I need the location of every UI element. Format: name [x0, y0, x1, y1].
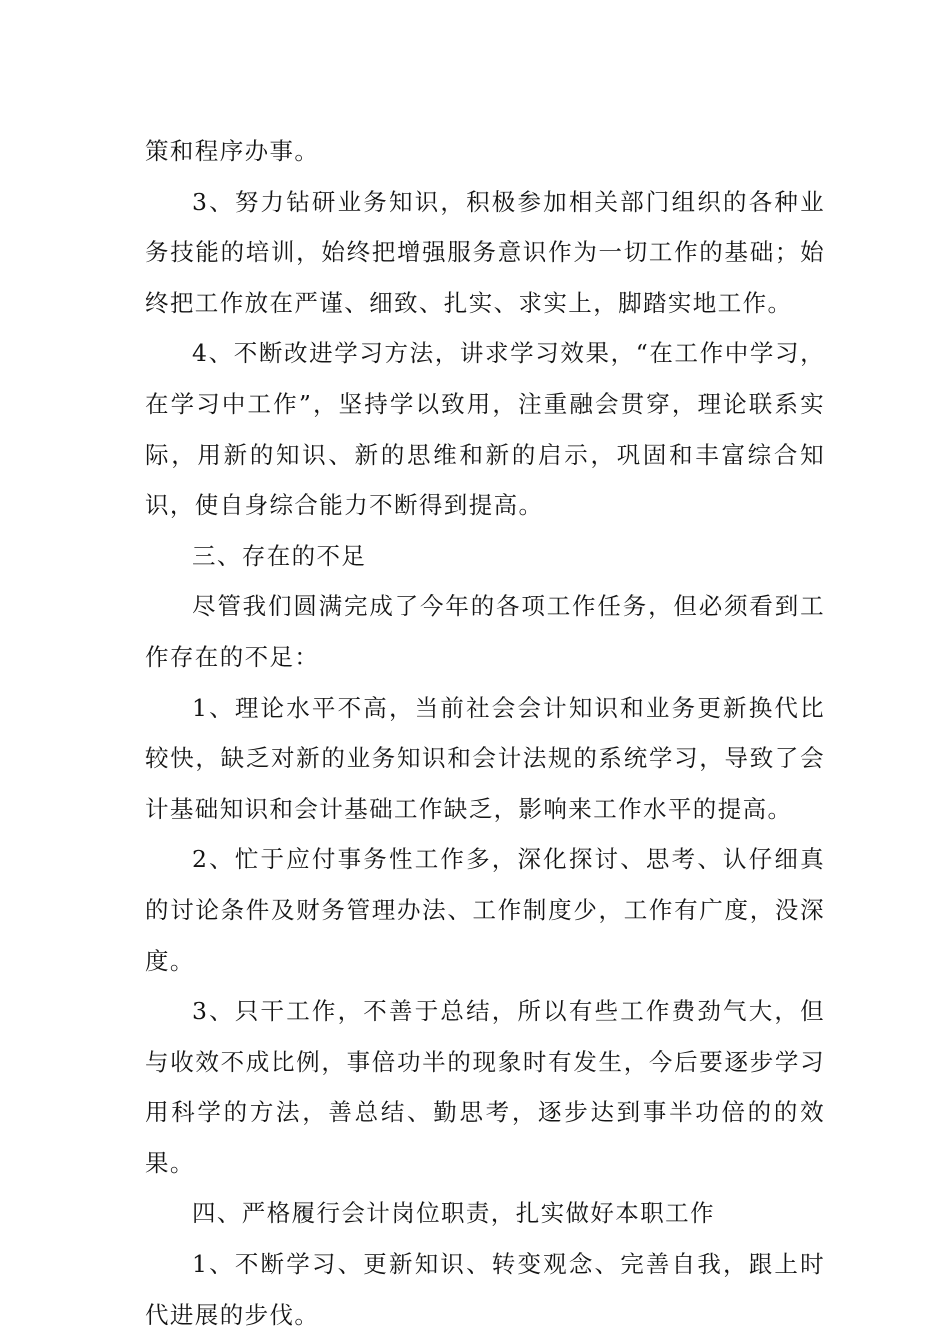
- section-heading-4: 四、严格履行会计岗位职责，扎实做好本职工作: [192, 1199, 715, 1228]
- paragraph-7: 2、忙于应付事务性工作多，深化探讨、思考、认仔细真的讨论条件及财务管理办法、工作制度少，工作有广度，没深度。: [145, 845, 825, 975]
- paragraph-8: 3、只干工作，不善于总结，所以有些工作费劲气大，但与收效不成比例，事倍功半的现象时有发生，今后要逐步学习用科学的方法，善总结、勤思考，逐步达到事半功倍的的效果。: [145, 997, 825, 1177]
- paragraph-3: 4、不断改进学习方法，讲求学习效果，“在工作中学习，在学习中工作”，坚持学以致用，注重融会贯穿，理论联系实际，用新的知识、新的思维和新的启示，巩固和丰富综合知识，使自身综合能力不断得到提高。: [145, 339, 825, 520]
- paragraph-2: 3、努力钻研业务知识，积极参加相关部门组织的各种业务技能的培训，始终把增强服务意识作为一切工作的基础；始终把工作放在严谨、细致、扎实、求实上，脚踏实地工作。: [145, 187, 825, 317]
- document-body: [145, 126, 825, 1340]
- paragraph-6: 1、理论水平不高，当前社会会计知识和业务更新换代比较快，缺乏对新的业务知识和会计法规的系统学习，导致了会计基础知识和会计基础工作缺乏，影响来工作水平的提高。: [145, 693, 825, 823]
- paragraph-5: 尽管我们圆满完成了今年的各项工作任务，但必须看到工作存在的不足：: [145, 592, 825, 671]
- section-heading-3: 三、存在的不足: [192, 541, 367, 570]
- paragraph-10: 1、不断学习、更新知识、转变观念、完善自我，跟上时代进展的步伐。: [145, 1250, 825, 1329]
- paragraph-1: 策和程序办事。: [145, 137, 320, 165]
